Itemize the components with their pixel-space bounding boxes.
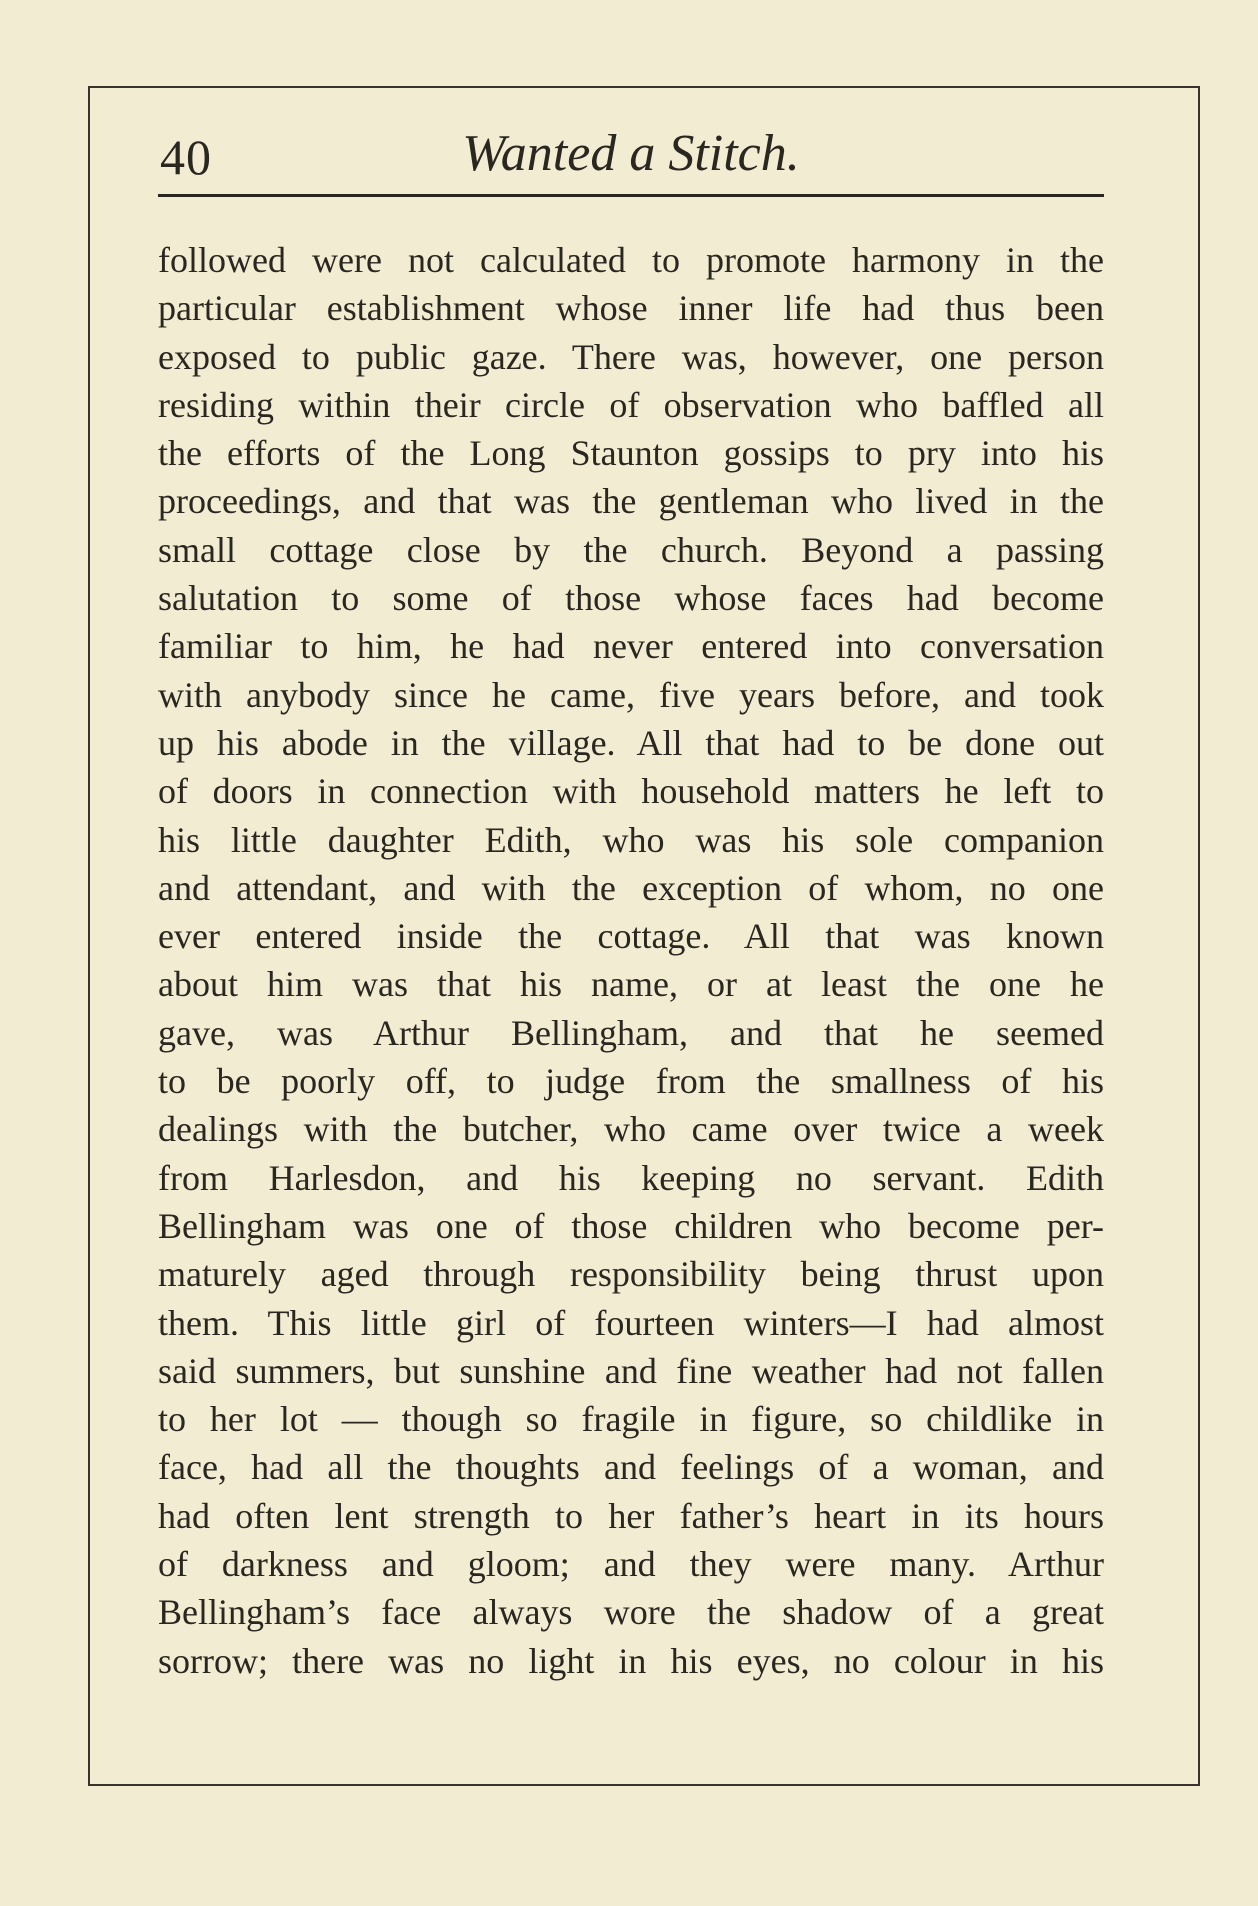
text-line: residing within their circle of observation who baffled all [158, 384, 1104, 425]
text-line: particular establishment whose inner life had thus been [158, 288, 1104, 329]
text-line: dealings with the butcher, who came over twice a week [158, 1109, 1104, 1150]
text-line: with anybody since he came, five years before, and took [158, 674, 1104, 715]
text-line: maturely aged through responsibility being thrust upon [158, 1254, 1104, 1295]
page-header [160, 126, 1102, 188]
text-line: gave, was Arthur Bellingham, and that he seemed [158, 1012, 1104, 1053]
text-line: proceedings, and that was the gentleman who lived in the [158, 481, 1104, 522]
text-line: exposed to public gaze. There was, however, one person [158, 336, 1104, 377]
text-line: Bellingham’s face always wore the shadow of a great [158, 1592, 1104, 1633]
running-title: Wanted a Stitch. [462, 125, 800, 182]
text-line: ever entered inside the cottage. All that was known [158, 916, 1104, 957]
text-line: small cottage close by the church. Beyond a passing [158, 529, 1104, 570]
text-line: up his abode in the village. All that had to be done out [158, 722, 1104, 763]
text-line: of doors in connection with household matters he left to [158, 771, 1104, 812]
header-rule [158, 194, 1104, 197]
text-line: his little daughter Edith, who was his sole companion [158, 819, 1104, 860]
text-line: face, had all the thoughts and feelings of a woman, and [158, 1447, 1104, 1488]
text-line: and attendant, and with the exception of whom, no one [158, 867, 1104, 908]
text-line: the efforts of the Long Staunton gossips to pry into his [158, 433, 1104, 474]
text-line: said summers, but sunshine and fine weather had not fallen [158, 1350, 1104, 1391]
text-line: to be poorly off, to judge from the smallness of his [158, 1061, 1104, 1102]
text-line: about him was that his name, or at least the one he [158, 964, 1104, 1005]
body-text [158, 236, 1104, 1685]
text-line: salutation to some of those whose faces had become [158, 578, 1104, 619]
text-line: of darkness and gloom; and they were many. Arthur [158, 1544, 1104, 1585]
text-line: them. This little girl of fourteen winters—I had almost [158, 1302, 1104, 1343]
text-line: had often lent strength to her father’s heart in its hours [158, 1495, 1104, 1536]
text-line: followed were not calculated to promote harmony in the [158, 240, 1104, 280]
text-line: from Harlesdon, and his keeping no servant. Edith [158, 1157, 1104, 1198]
page-number: 40 [160, 129, 212, 185]
text-line: to her lot — though so fragile in figure, so childlike in [158, 1399, 1104, 1440]
text-line: Bellingham was one of those children who become per- [158, 1205, 1104, 1246]
text-line: familiar to him, he had never entered into conversation [158, 626, 1104, 667]
text-line: sorrow; there was no light in his eyes, no colour in his [158, 1640, 1104, 1681]
